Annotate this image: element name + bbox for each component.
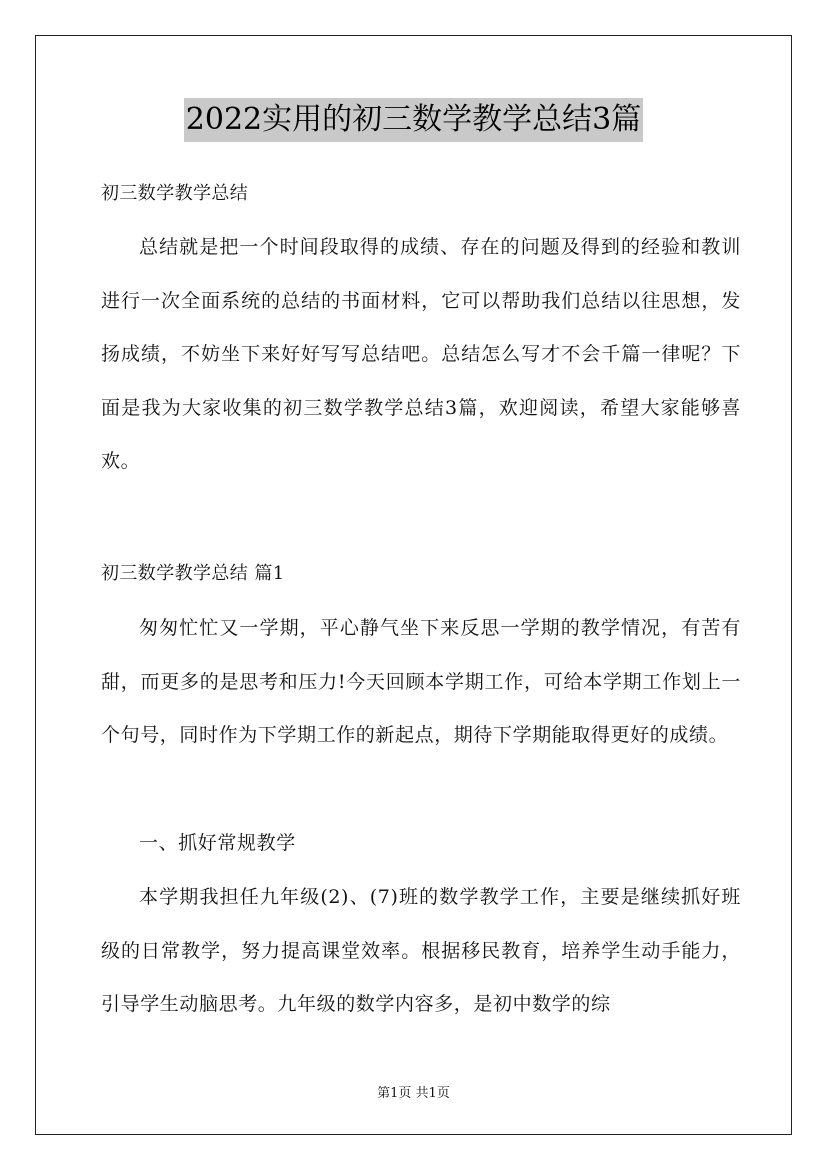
document-title: 2022实用的初三数学教学总结3篇 (184, 98, 643, 142)
subheading-routine-teaching: 一、抓好常规教学 (139, 832, 296, 854)
title-container (0, 98, 827, 142)
intro-paragraph: 总结就是把一个时间段取得的成绩、存在的问题及得到的经验和教训进行一次全面系统的总结的书面材料，它可以帮助我们总结以往思想，发扬成绩，不妨坐下来好好写写总结吧。总结怎么写才不会千篇一律呢？下面是我为大家收集的初三数学教学总结3篇，欢迎阅读，希望大家能够喜欢。 (101, 236, 741, 472)
page-footer: 第1页 共1页 (377, 1086, 450, 1101)
paragraph-class-work: 本学期我担任九年级(2)、(7)班的数学教学工作，主要是继续抓好班级的日常教学，努力提高课堂效率。根据移民教育，培养学生动手能力，引导学生动脑思考。九年级的数学内容多，是初中数学的综 (101, 886, 741, 1015)
section-heading: 初三数学教学总结 (101, 183, 249, 204)
section-heading-part-1: 初三数学教学总结 篇1 (101, 563, 285, 584)
paragraph-reflection: 匆匆忙忙又一学期，平心静气坐下来反思一学期的教学情况，有苦有甜，而更多的是思考和压力!今天回顾本学期工作，可给本学期工作划上一个句号，同时作为下学期工作的新起点，期待下学期能取得更好的成绩。 (101, 617, 741, 746)
